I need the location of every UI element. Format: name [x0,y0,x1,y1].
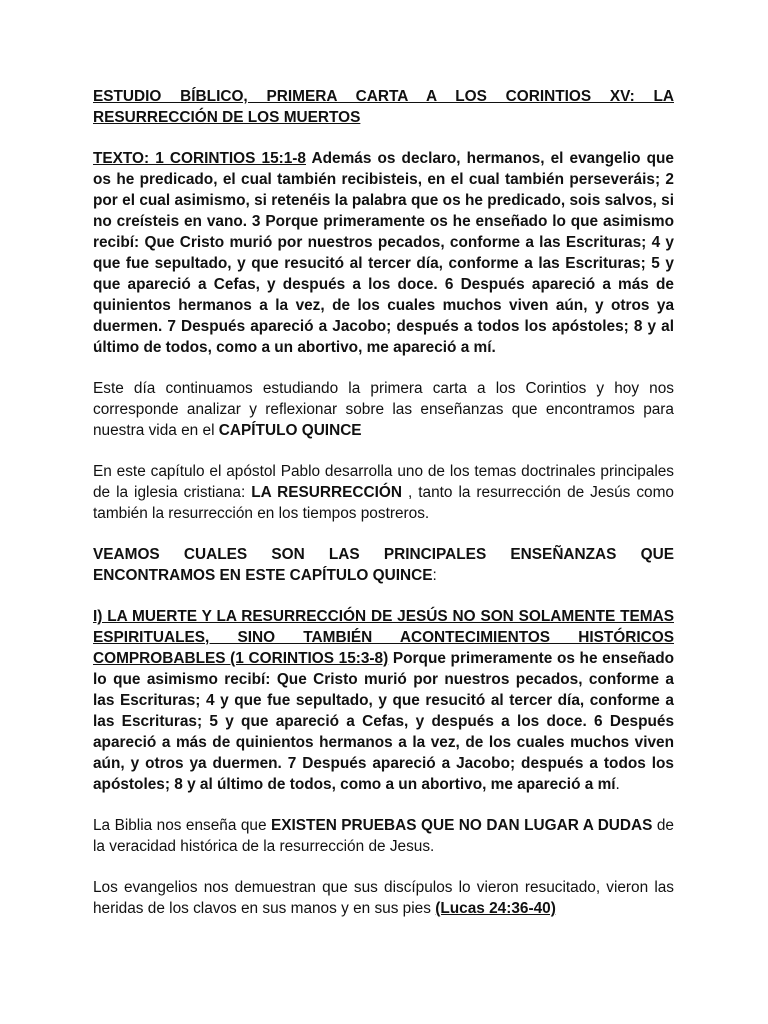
teachings-heading [93,544,674,586]
gospels-text: Los evangelios nos demuestran que sus discípulos lo vieron resucitado, vieron las heridas de los clavos en sus manos y en sus pies [93,879,674,917]
evidence-text: La Biblia nos enseña que [93,817,271,834]
chapter-theme-paragraph [93,461,674,524]
section-one-body: Porque primeramente os he enseñado lo que asimismo recibí: Que Cristo murió por nuestros pecados, conforme a las Escrituras; 4 y que fue sepultado, y que resucitó al tercer día, conforme a las Escrituras; 5 y que apareció a Cefas, y después a los doce. 6 Después apareció a más de quinientos hermanos a la vez, de los cuales muchos viven aún, y otros ya duermen. 7 Después apareció a Jacobo; después a todos los apóstoles; 8 y al último de todos, como a un abortivo, me apareció a mí [93,650,674,793]
section-one-end: . [615,776,620,793]
gospels-reference: (Lucas 24:36-40) [435,900,556,917]
theme-rest: , tanto la resurrección de Jesús como también la resurrección en los tiempos postreros. [93,484,674,522]
title-text: ESTUDIO BÍBLICO, PRIMERA CARTA A LOS CORINTIOS XV: LA RESURRECCIÓN DE LOS MUERTOS [93,88,674,126]
evidence-bold: EXISTEN PRUEBAS QUE NO DAN LUGAR A DUDAS [270,817,653,834]
teachings-heading-colon: : [432,567,437,584]
theme-bold: LA RESURRECCIÓN [251,484,403,501]
evidence-rest: de la veracidad histórica de la resurrección de Jesus. [93,817,674,855]
teachings-heading-text: VEAMOS CUALES SON LAS PRINCIPALES ENSEÑANZAS QUE ENCONTRAMOS EN ESTE CAPÍTULO QUINCE [93,546,674,584]
intro-paragraph [93,378,674,441]
gospels-paragraph [93,877,674,919]
scripture-text: Además os declaro, hermanos, el evangelio que os he predicado, el cual también recibisteis, en el cual también perseveráis; 2 por el cual asimismo, si retenéis la palabra que os he predicado, sois salvos, si no creísteis en vano. 3 Porque primeramente os he enseñado lo que asimismo recibí: Que Cristo murió por nuestros pecados, conforme a las Escrituras; 4 y que fue sepultado, y que resucitó al tercer día, conforme a las Escrituras; 5 y que apareció a Cefas, y después a los doce. 6 Después apareció a más de quinientos hermanos a la vez, de los cuales muchos viven aún, y otros ya duermen. 7 Después apareció a Jacobo; después a todos los apóstoles; 8 y al último de todos, como a un abortivo, me apareció a mí. [93,150,674,356]
scripture-reference: TEXTO: 1 CORINTIOS 15:1-8 [93,150,306,167]
scripture-paragraph [93,148,674,358]
evidence-paragraph [93,815,674,857]
intro-bold: CAPÍTULO QUINCE [218,422,362,439]
intro-text: Este día continuamos estudiando la primera carta a los Corintios y hoy nos corresponde analizar y reflexionar sobre las enseñanzas que encontramos para nuestra vida en el [93,380,674,439]
section-one [93,606,674,795]
theme-text: En este capítulo el apóstol Pablo desarrolla uno de los temas doctrinales principales de la iglesia cristiana: [93,463,674,501]
document-title [93,86,674,128]
section-one-heading: I) LA MUERTE Y LA RESURRECCIÓN DE JESÚS NO SON SOLAMENTE TEMAS ESPIRITUALES, SINO TAMBIÉN ACONTECIMIENTOS HISTÓRICOS COMPROBABLES (1 CORINTIOS 15:3-8) [93,608,674,667]
